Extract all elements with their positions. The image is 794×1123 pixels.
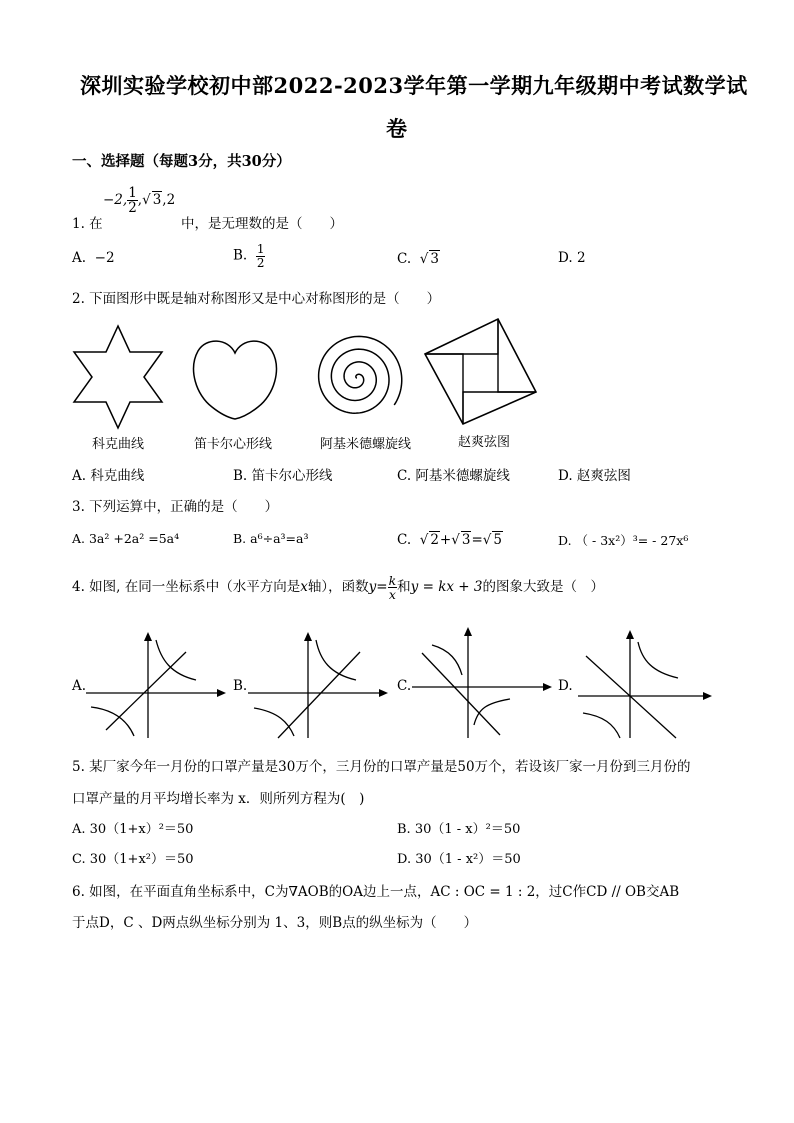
q1-sqrt: 3 [152, 192, 162, 209]
page-title: 深圳实验学校初中部2022-2023学年第一学期九年级期中考试数学试 [80, 73, 748, 98]
q2-option-b[interactable]: B. 笛卡尔心形线 [233, 468, 333, 484]
q1-option-a[interactable]: A. −2 [72, 250, 115, 266]
q1-option-c[interactable]: C. √ 3 [397, 251, 439, 267]
spiral-figure [307, 328, 407, 428]
q1-fraction: $\frac{1}{2}$ [128, 185, 137, 217]
caption-cardioid: 笛卡尔心形线 [194, 437, 273, 452]
q4-option-b-label[interactable]: B. [233, 678, 248, 694]
zhao-shuang-figure [423, 316, 538, 426]
caption-zhao-shuang: 赵爽弦图 [458, 435, 511, 450]
q2-option-a[interactable]: A. 科克曲线 [72, 468, 145, 484]
q3-option-c[interactable]: C. √ 2+√ 3=√ 5 [397, 532, 502, 548]
cardioid-figure [190, 333, 280, 421]
q1-set-a: −2, [103, 192, 128, 209]
question-1-set: −2, $\frac{1}{2}$ ,√ 3,2 [103, 185, 176, 217]
q4-graph-a[interactable] [86, 630, 226, 740]
question-4-text: 4. 如图, 在同一坐标系中（水平方向是x轴），函数y= $\frac{k}{x}$ 和y = kx + 3的图象大致是（ ） [72, 573, 604, 603]
q3-option-b[interactable]: B. a⁶÷a³=a³ [233, 531, 309, 546]
page-title-line2: 卷 [386, 116, 408, 141]
q4-option-a-label[interactable]: A. [72, 678, 87, 694]
q3-option-a[interactable]: A. 3a² +2a² =5a⁴ [72, 531, 180, 546]
caption-koch: 科克曲线 [92, 437, 145, 452]
q4-graph-d[interactable] [578, 628, 713, 740]
question-1-tail: 中，是无理数的是（ ） [181, 216, 343, 232]
q4-graph-c[interactable] [412, 625, 552, 740]
question-6-line2: 于点D，C 、D两点纵坐标分别为 1、3，则B点的纵坐标为（ ） [72, 915, 478, 931]
q5-option-a[interactable]: A. 30（1+x）²＝50 [72, 822, 194, 837]
question-6-line1: 6. 如图，在平面直角坐标系中，C为∇AOB的OA边上一点，AC : OC = 1 : 2，过C作CD // OB交AB [72, 884, 680, 900]
question-5-line1: 5. 某厂家今年一月份的口罩产量是30万个，三月份的口罩产量是50万个，若设该厂家一月份到三月份的 [72, 759, 691, 775]
q5-option-d[interactable]: D. 30（1 - x²）＝50 [397, 852, 521, 867]
section-heading: 一、选择题（每题3分，共30分） [72, 153, 291, 170]
question-1-num: 1. 在 [72, 216, 103, 232]
q4-graph-b[interactable] [248, 630, 388, 740]
q2-option-d[interactable]: D. 赵爽弦图 [558, 468, 631, 484]
question-5-line2: 口罩产量的月平均增长率为 x．则所列方程为( ) [72, 791, 365, 807]
question-3-text: 3. 下列运算中，正确的是（ ） [72, 499, 279, 515]
q4-option-d-label[interactable]: D. [558, 678, 573, 694]
q1-option-d[interactable]: D. 2 [558, 250, 586, 266]
koch-curve-figure [70, 322, 170, 432]
q5-option-b[interactable]: B. 30（1 - x）²＝50 [397, 822, 521, 837]
q2-option-c[interactable]: C. 阿基米德螺旋线 [397, 468, 510, 484]
q3-option-d[interactable]: D. （ - 3x²）³= - 27x⁶ [558, 533, 689, 548]
q4-option-c-label[interactable]: C. [397, 678, 412, 694]
q5-option-c[interactable]: C. 30（1+x²）＝50 [72, 852, 194, 867]
question-2-text: 2. 下面图形中既是轴对称图形又是中心对称图形的是（ ） [72, 291, 441, 307]
caption-spiral: 阿基米德螺旋线 [320, 437, 412, 452]
q1-option-b[interactable]: B. $\frac{1}{2}$ [233, 242, 265, 270]
